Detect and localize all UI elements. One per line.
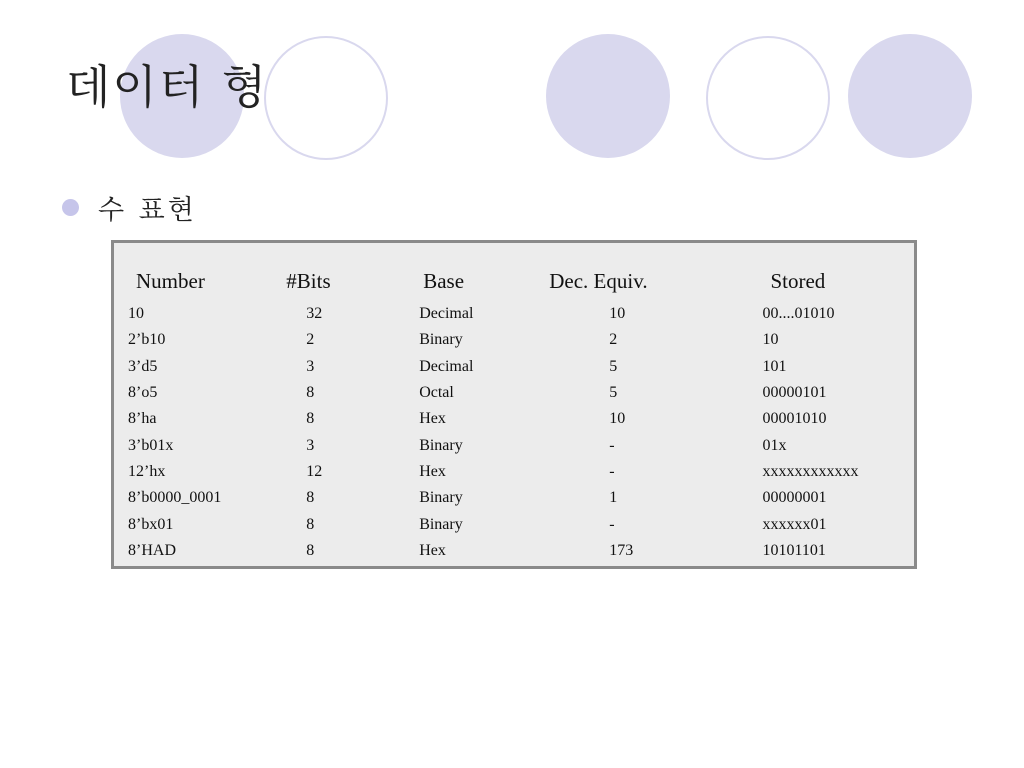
header-bits: #Bits (286, 268, 331, 293)
cell-stored: 101 (762, 357, 787, 375)
cell-bits: 8 (306, 384, 315, 402)
bullet-item (62, 188, 197, 227)
bullet-text: 수 표현 (98, 195, 197, 226)
cell-number: 3’d5 (128, 357, 158, 375)
cell-bits: 8 (306, 410, 315, 428)
cell-dec-equiv: 10 (609, 410, 626, 428)
cell-stored: 00000001 (762, 489, 827, 507)
cell-base: Hex (419, 410, 446, 428)
cell-bits: 3 (306, 357, 315, 375)
number-representation-table-box (111, 240, 917, 569)
cell-dec-equiv: - (609, 515, 615, 533)
table-row (126, 485, 914, 511)
bullet-dot-icon (62, 199, 79, 216)
table-row (126, 459, 914, 485)
cell-base: Octal (419, 384, 454, 402)
decor-circle-filled (546, 34, 670, 158)
decor-circle-outline (706, 36, 830, 160)
cell-bits: 12 (306, 462, 323, 480)
cell-base: Binary (419, 489, 463, 507)
cell-dec-equiv: 2 (609, 331, 618, 349)
cell-number: 3’b01x (128, 436, 174, 454)
table-row (126, 511, 914, 537)
cell-bits: 2 (306, 331, 315, 349)
table-row (126, 432, 914, 458)
cell-number: 2’b10 (128, 331, 166, 349)
cell-dec-equiv: 1 (609, 489, 618, 507)
cell-base: Binary (419, 436, 463, 454)
cell-base: Decimal (419, 357, 474, 375)
cell-dec-equiv: - (609, 462, 615, 480)
header-stored: Stored (770, 268, 826, 293)
cell-dec-equiv: 173 (609, 541, 634, 559)
cell-stored: xxxxxxxxxxxx (762, 462, 859, 480)
cell-number: 8’bx01 (128, 515, 174, 533)
table-row (126, 301, 914, 327)
cell-stored: 00001010 (762, 410, 827, 428)
cell-stored: 10 (762, 331, 779, 349)
cell-number: 8’HAD (128, 541, 176, 559)
table-body (126, 301, 914, 564)
header-dec-equiv: Dec. Equiv. (549, 268, 648, 293)
cell-bits: 8 (306, 515, 315, 533)
cell-stored: 01x (762, 436, 787, 454)
table-header-row (126, 261, 914, 301)
cell-base: Binary (419, 515, 463, 533)
header-number: Number (136, 268, 205, 293)
cell-bits: 8 (306, 489, 315, 507)
table-row (126, 380, 914, 406)
cell-dec-equiv: - (609, 436, 615, 454)
cell-base: Binary (419, 331, 463, 349)
decor-circle-filled (848, 34, 972, 158)
cell-stored: xxxxxx01 (762, 515, 827, 533)
table-row (126, 406, 914, 432)
cell-bits: 32 (306, 305, 323, 323)
cell-dec-equiv: 5 (609, 384, 618, 402)
number-representation-table (126, 261, 914, 564)
table-row (126, 538, 914, 564)
cell-base: Hex (419, 462, 446, 480)
cell-stored: 00....01010 (762, 305, 835, 323)
cell-number: 10 (128, 305, 144, 323)
cell-dec-equiv: 5 (609, 357, 618, 375)
cell-stored: 10101101 (762, 541, 826, 559)
slide-title: 데이터 형 (66, 60, 269, 114)
cell-bits: 8 (306, 541, 315, 559)
decor-circle-outline (264, 36, 388, 160)
cell-stored: 00000101 (762, 384, 827, 402)
cell-dec-equiv: 10 (609, 305, 626, 323)
header-base: Base (423, 268, 465, 293)
cell-base: Hex (419, 541, 446, 559)
cell-base: Decimal (419, 305, 474, 323)
cell-number: 8’b0000_0001 (128, 489, 222, 507)
cell-number: 12’hx (128, 462, 166, 480)
cell-bits: 3 (306, 436, 315, 454)
table-row (126, 354, 914, 380)
table-row (126, 327, 914, 353)
cell-number: 8’ha (128, 410, 157, 428)
cell-number: 8’o5 (128, 384, 158, 402)
